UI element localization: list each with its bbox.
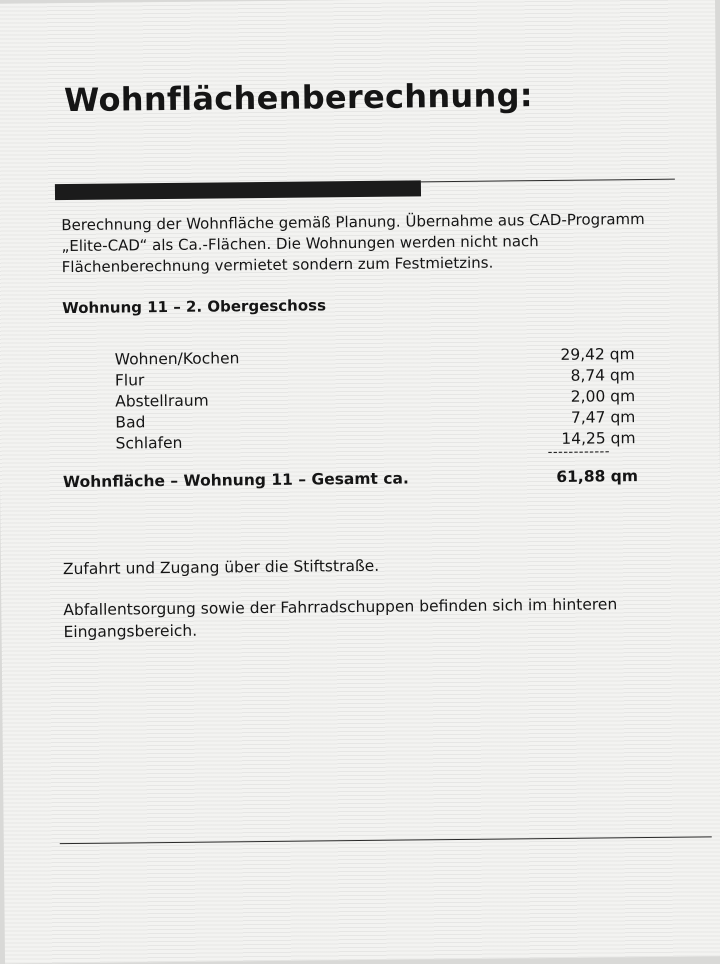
room-area: 14,25 qm bbox=[561, 429, 636, 448]
title-underline-bar bbox=[55, 180, 421, 200]
footer-rule-line bbox=[60, 836, 712, 844]
total-value: 61,88 qm bbox=[556, 467, 639, 486]
room-name: Abstellraum bbox=[115, 391, 209, 411]
room-name: Flur bbox=[114, 371, 145, 390]
title-rule-line bbox=[421, 179, 675, 183]
unit-heading: Wohnung 11 – 2. Obergeschoss bbox=[62, 296, 327, 318]
waste-note: Abfallentsorgung sowie der Fahrradschuppen befinden sich im hinteren Eingangsbereich. bbox=[63, 595, 618, 642]
room-name: Schlafen bbox=[115, 433, 183, 453]
intro-paragraph: Berechnung der Wohnfläche gemäß Planung. Übernahme aus CAD-Programm „Elite-CAD“ als Ca.-Flächen. Die Wohnungen werden nicht nach Flächenberechnung vermietet sondern zum Festmietzins. bbox=[61, 210, 645, 277]
room-name: Wohnen/Kochen bbox=[114, 349, 240, 369]
room-area: 7,47 qm bbox=[570, 408, 636, 427]
access-note: Zufahrt und Zugang über die Stiftstraße. bbox=[62, 556, 380, 579]
room-area: 2,00 qm bbox=[570, 387, 636, 406]
document-title: Wohnflächenberechnung: bbox=[63, 76, 534, 120]
total-label: Wohnfläche – Wohnung 11 – Gesamt ca. bbox=[62, 469, 409, 492]
room-list bbox=[115, 344, 636, 454]
room-name: Bad bbox=[115, 413, 146, 432]
total-row bbox=[63, 467, 638, 491]
sum-dashed-line: ------------ bbox=[547, 444, 611, 461]
room-area: 8,74 qm bbox=[570, 366, 636, 385]
room-area: 29,42 qm bbox=[560, 345, 635, 364]
